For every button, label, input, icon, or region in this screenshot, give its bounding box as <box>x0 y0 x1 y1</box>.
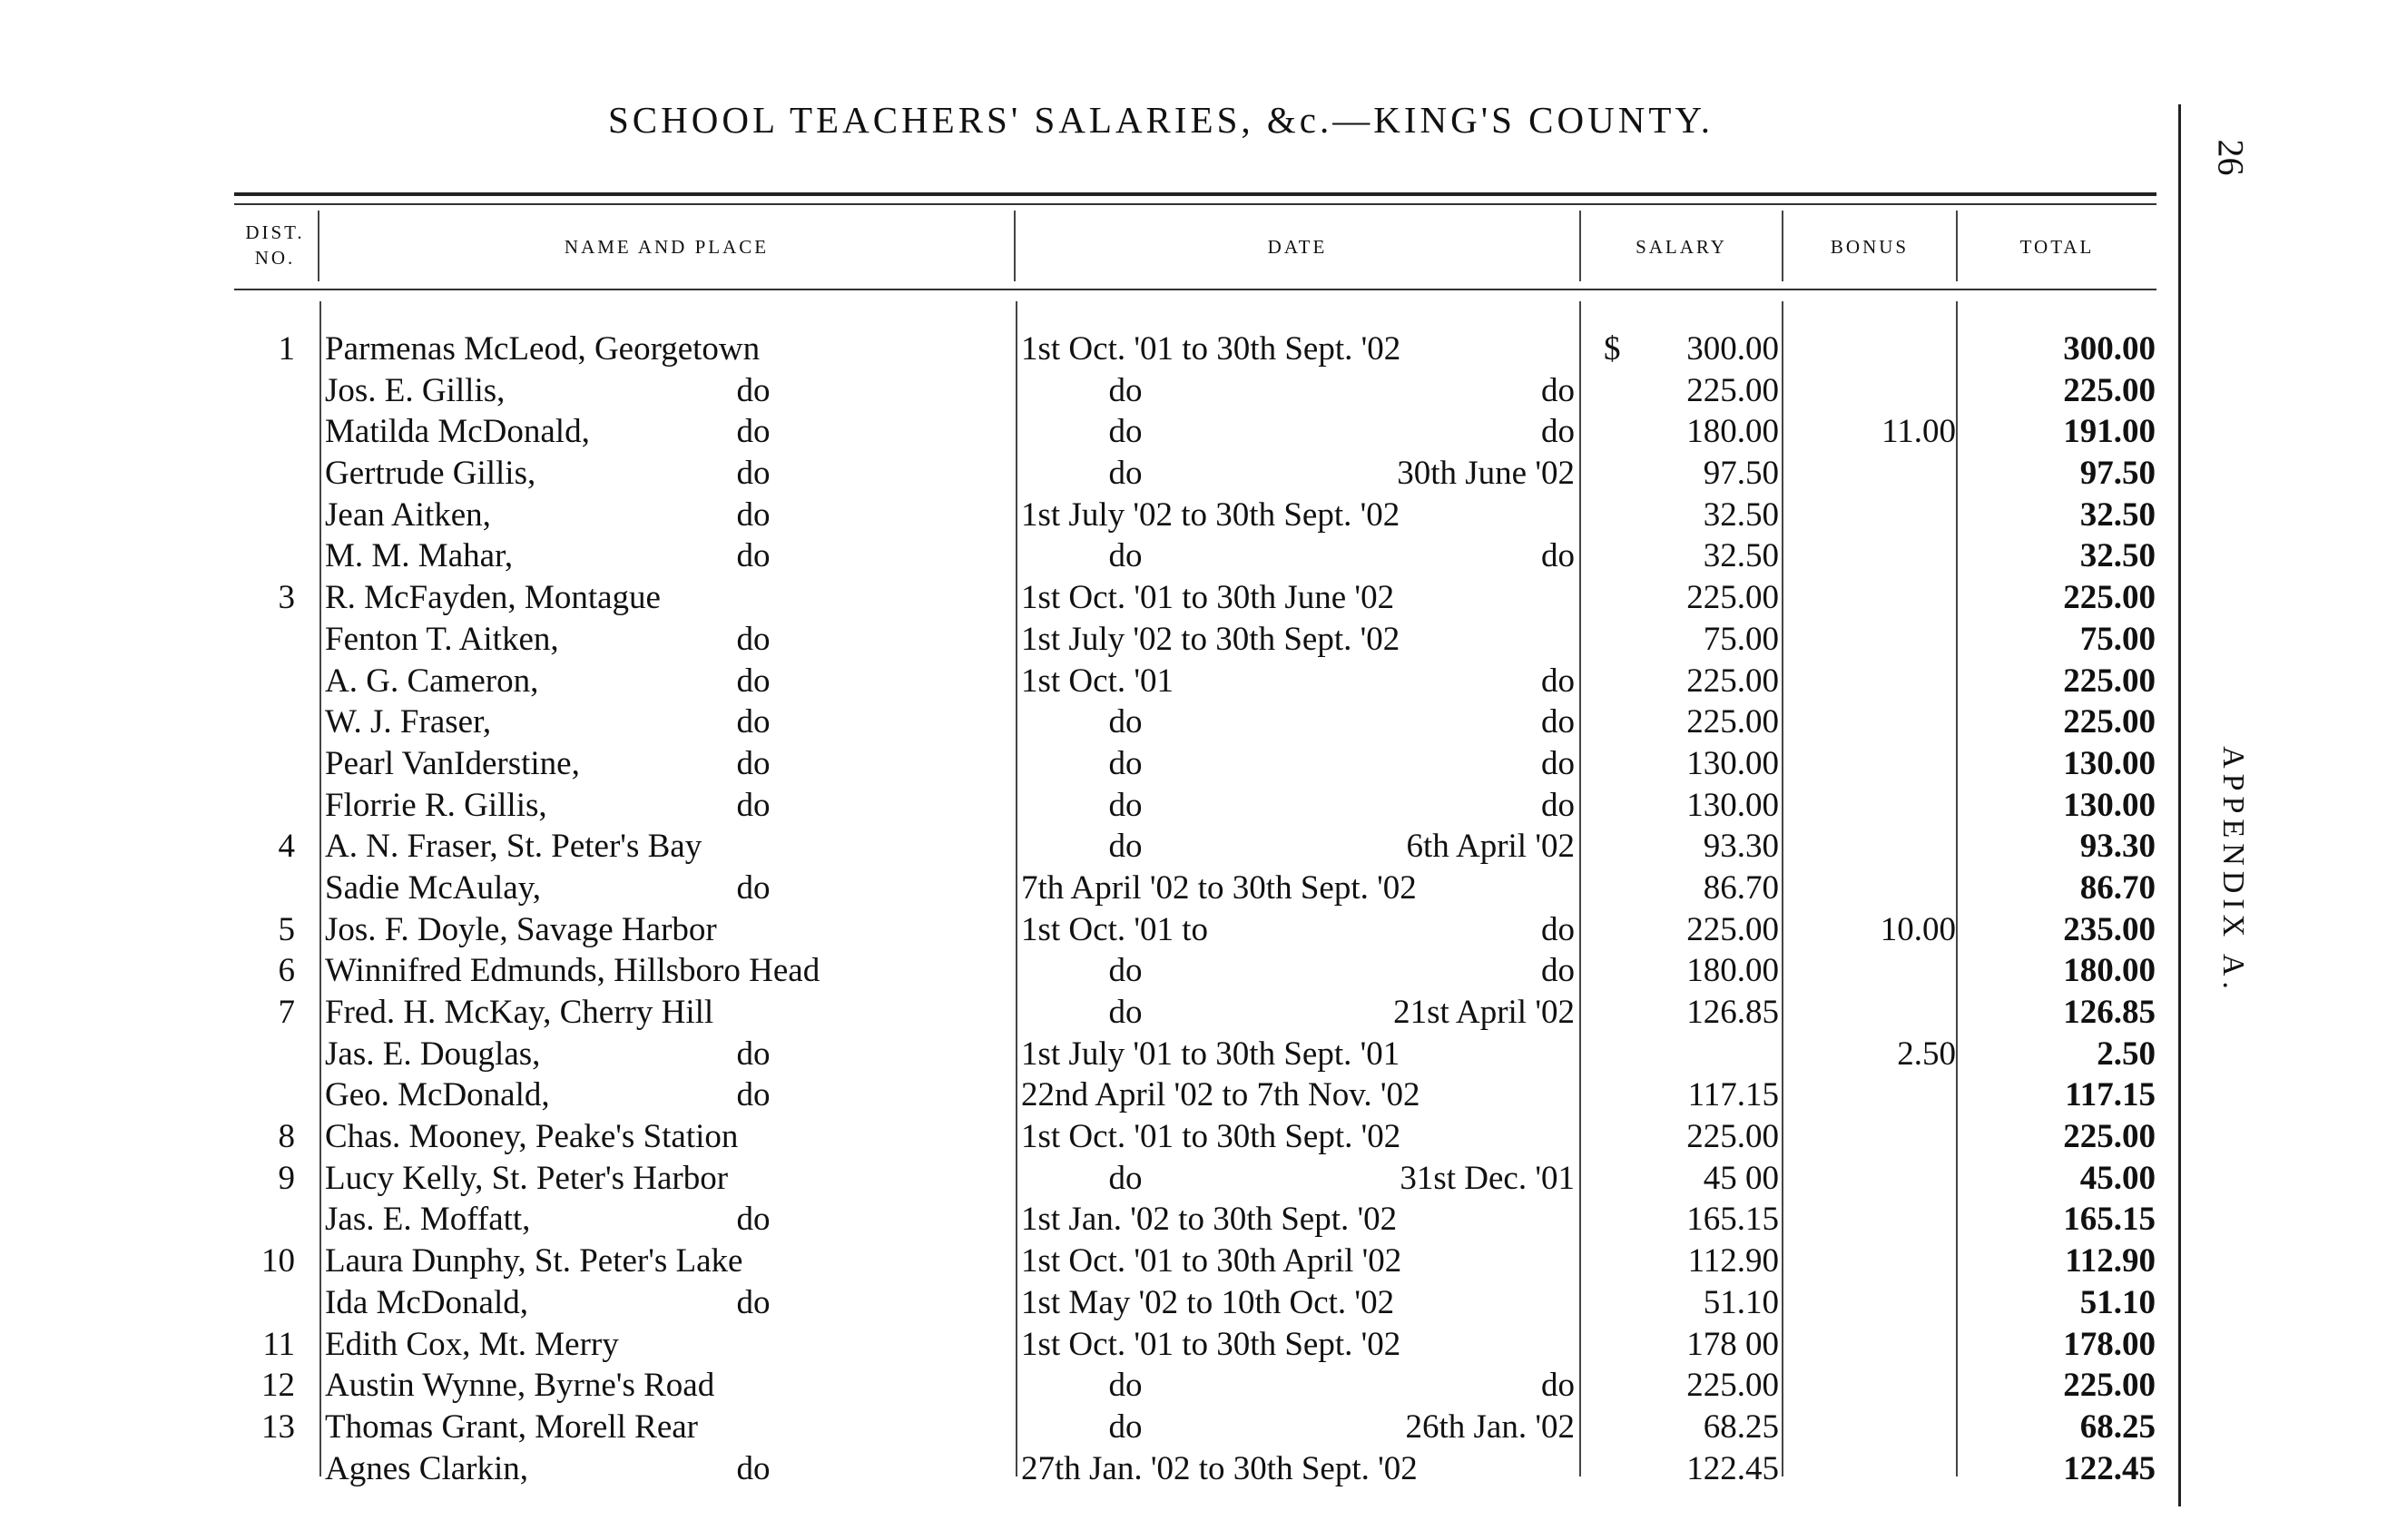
teacher-name-place: Jos. F. Doyle, Savage Harbor <box>325 910 717 948</box>
table-row <box>0 1158 2178 1200</box>
salary-amount: 51.10 <box>1703 1283 1779 1321</box>
teacher-name-place: R. McFayden, Montague <box>325 579 661 617</box>
total-amount: 75.00 <box>2079 620 2156 658</box>
place-ditto: do <box>736 1283 771 1321</box>
date-range: do <box>1108 786 1143 824</box>
salary-amount: 180.00 <box>1686 952 1779 990</box>
table-row <box>0 535 2178 577</box>
no-label: NO. <box>254 247 296 269</box>
teacher-name-place: Agnes Clarkin, <box>325 1449 529 1487</box>
date-range: do <box>1108 1159 1143 1197</box>
salary-amount: 93.30 <box>1703 828 1779 866</box>
date-range: do <box>1108 703 1143 741</box>
place-ditto: do <box>736 537 771 575</box>
teacher-name-place: Chas. Mooney, Peake's Station <box>325 1118 739 1156</box>
total-amount: 165.15 <box>2063 1201 2156 1239</box>
date-end: 26th Jan. '02 <box>1405 1408 1575 1446</box>
teacher-name-place: M. M. Mahar, <box>325 537 514 575</box>
total-amount: 122.45 <box>2063 1449 2156 1487</box>
table-row <box>0 495 2178 536</box>
date-range: do <box>1108 537 1143 575</box>
salary-amount: 112.90 <box>1687 1242 1779 1280</box>
appendix-label: APPENDIX A. <box>2216 746 2250 995</box>
bonus-amount: 2.50 <box>1897 1035 1956 1073</box>
district-number: 12 <box>261 1367 295 1405</box>
district-number: 13 <box>261 1408 295 1446</box>
teacher-name-place: Lucy Kelly, St. Peter's Harbor <box>325 1159 729 1197</box>
place-ditto: do <box>736 868 771 907</box>
teacher-name-place: A. G. Cameron, <box>325 662 539 700</box>
total-amount: 126.85 <box>2063 994 2156 1031</box>
total-amount: 97.50 <box>2079 455 2156 493</box>
salary-amount: 225.00 <box>1686 703 1779 741</box>
table-row <box>0 577 2178 619</box>
teacher-name-place: W. J. Fraser, <box>325 703 492 741</box>
total-amount: 225.00 <box>2063 662 2156 700</box>
total-amount: 225.00 <box>2063 1367 2156 1405</box>
currency-sign: $ <box>1604 330 1621 368</box>
date-range: 1st Oct. '01 to 30th Sept. '02 <box>1021 330 1401 368</box>
date-end: do <box>1541 1367 1575 1405</box>
salary-amount: 178 00 <box>1686 1325 1779 1363</box>
table-row <box>0 1407 2178 1448</box>
date-range: 1st Oct. '01 to 30th June '02 <box>1021 579 1395 617</box>
district-number: 1 <box>278 330 295 368</box>
place-ditto: do <box>736 620 771 658</box>
date-range: 1st Jan. '02 to 30th Sept. '02 <box>1021 1201 1398 1239</box>
salary-amount: 300.00 <box>1686 330 1779 368</box>
date-end: 30th June '02 <box>1397 455 1575 493</box>
margin-rule <box>2178 104 2181 1506</box>
table-row <box>0 1282 2178 1324</box>
salary-table-body <box>0 329 2178 1489</box>
date-range: do <box>1108 413 1143 451</box>
teacher-name-place: Geo. McDonald, <box>325 1076 550 1114</box>
district-number: 7 <box>278 994 295 1031</box>
date-range: do <box>1108 455 1143 493</box>
salary-amount: 225.00 <box>1686 1118 1779 1156</box>
teacher-name-place: Thomas Grant, Morell Rear <box>325 1408 698 1446</box>
column-header-total: TOTAL <box>2019 236 2095 258</box>
total-amount: 191.00 <box>2063 413 2156 451</box>
table-row <box>0 1448 2178 1490</box>
table-row <box>0 950 2178 992</box>
total-amount: 93.30 <box>2079 828 2156 866</box>
teacher-name-place: Ida McDonald, <box>325 1283 528 1321</box>
total-amount: 2.50 <box>2097 1035 2156 1073</box>
salary-amount: 165.15 <box>1686 1201 1779 1239</box>
salary-amount: 32.50 <box>1703 495 1779 534</box>
date-end: 31st Dec. '01 <box>1400 1159 1575 1197</box>
date-range: 1st Oct. '01 to <box>1021 910 1209 948</box>
salary-amount: 97.50 <box>1703 455 1779 493</box>
date-range: do <box>1108 952 1143 990</box>
date-range: 1st July '02 to 30th Sept. '02 <box>1021 495 1400 534</box>
date-range: do <box>1108 828 1143 866</box>
table-row <box>0 1034 2178 1075</box>
salary-amount: 225.00 <box>1686 579 1779 617</box>
date-end: do <box>1541 952 1575 990</box>
district-number: 6 <box>278 952 295 990</box>
table-row <box>0 826 2178 868</box>
teacher-name-place: Jos. E. Gillis, <box>325 371 506 409</box>
column-header-name: NAME AND PLACE <box>564 236 770 258</box>
table-row <box>0 453 2178 495</box>
total-amount: 225.00 <box>2063 579 2156 617</box>
table-row <box>0 1365 2178 1407</box>
salary-amount: 75.00 <box>1703 620 1779 658</box>
total-amount: 300.00 <box>2063 330 2156 368</box>
table-row <box>0 619 2178 661</box>
table-row <box>0 743 2178 785</box>
place-ditto: do <box>736 703 771 741</box>
table-row <box>0 909 2178 951</box>
teacher-name-place: Jas. E. Douglas, <box>325 1035 541 1073</box>
place-ditto: do <box>736 744 771 782</box>
district-number: 4 <box>278 828 295 866</box>
salary-amount: 130.00 <box>1686 786 1779 824</box>
place-ditto: do <box>736 413 771 451</box>
table-row <box>0 329 2178 370</box>
place-ditto: do <box>736 1076 771 1114</box>
teacher-name-place: Pearl VanIderstine, <box>325 744 580 782</box>
date-range: 1st Oct. '01 to 30th Sept. '02 <box>1021 1118 1401 1156</box>
place-ditto: do <box>736 1201 771 1239</box>
date-end: 6th April '02 <box>1406 828 1575 866</box>
date-range: do <box>1108 371 1143 409</box>
table-top-rule-thin <box>234 203 2156 205</box>
district-number: 11 <box>262 1325 295 1363</box>
place-ditto: do <box>736 1035 771 1073</box>
place-ditto: do <box>736 455 771 493</box>
date-range: 1st May '02 to 10th Oct. '02 <box>1021 1283 1395 1321</box>
total-amount: 130.00 <box>2063 786 2156 824</box>
salary-amount: 126.85 <box>1686 994 1779 1031</box>
date-end: do <box>1541 371 1575 409</box>
teacher-name-place: Winnifred Edmunds, Hillsboro Head <box>325 952 820 990</box>
date-range: 22nd April '02 to 7th Nov. '02 <box>1021 1076 1420 1114</box>
teacher-name-place: Parmenas McLeod, Georgetown <box>325 330 761 368</box>
teacher-name-place: Sadie McAulay, <box>325 868 542 907</box>
date-range: 1st Oct. '01 <box>1021 662 1174 700</box>
column-header-date: DATE <box>1267 236 1328 258</box>
date-range: do <box>1108 744 1143 782</box>
salary-amount: 117.15 <box>1687 1076 1779 1114</box>
place-ditto: do <box>736 786 771 824</box>
date-end: do <box>1541 910 1575 948</box>
place-ditto: do <box>736 495 771 534</box>
teacher-name-place: Fred. H. McKay, Cherry Hill <box>325 994 714 1031</box>
table-header-rule <box>234 289 2156 290</box>
column-header-salary: SALARY <box>1636 236 1727 258</box>
date-range: do <box>1108 1408 1143 1446</box>
table-row <box>0 1074 2178 1116</box>
salary-amount: 130.00 <box>1686 744 1779 782</box>
date-range: 1st Oct. '01 to 30th Sept. '02 <box>1021 1325 1401 1363</box>
salary-amount: 225.00 <box>1686 910 1779 948</box>
teacher-name-place: Jean Aitken, <box>325 495 491 534</box>
table-row <box>0 992 2178 1034</box>
teacher-name-place: Matilda McDonald, <box>325 413 590 451</box>
salary-amount: 180.00 <box>1686 413 1779 451</box>
total-amount: 68.25 <box>2079 1408 2156 1446</box>
column-header-dist <box>234 220 316 270</box>
total-amount: 225.00 <box>2063 1118 2156 1156</box>
table-row <box>0 1199 2178 1241</box>
date-end: do <box>1541 744 1575 782</box>
salary-amount: 32.50 <box>1703 537 1779 575</box>
page-title: SCHOOL TEACHERS' SALARIES, &c.—KING'S COUNTY. <box>608 99 1714 141</box>
place-ditto: do <box>736 1449 771 1487</box>
page-number: 26 <box>2210 139 2252 176</box>
bonus-amount: 10.00 <box>1880 910 1956 948</box>
total-amount: 235.00 <box>2063 910 2156 948</box>
teacher-name-place: A. N. Fraser, St. Peter's Bay <box>325 828 702 866</box>
total-amount: 86.70 <box>2079 868 2156 907</box>
table-row <box>0 1324 2178 1366</box>
teacher-name-place: Gertrude Gillis, <box>325 455 536 493</box>
teacher-name-place: Florrie R. Gillis, <box>325 786 547 824</box>
table-row <box>0 411 2178 453</box>
total-amount: 178.00 <box>2063 1325 2156 1363</box>
table-row <box>0 868 2178 909</box>
date-range: do <box>1108 1367 1143 1405</box>
date-range: 7th April '02 to 30th Sept. '02 <box>1021 868 1417 907</box>
district-number: 3 <box>278 579 295 617</box>
date-range: 1st Oct. '01 to 30th April '02 <box>1021 1242 1402 1280</box>
table-top-rule <box>234 192 2156 196</box>
place-ditto: do <box>736 662 771 700</box>
district-number: 10 <box>261 1242 295 1280</box>
date-end: do <box>1541 662 1575 700</box>
salary-amount: 225.00 <box>1686 1367 1779 1405</box>
date-range: do <box>1108 994 1143 1031</box>
teacher-name-place: Edith Cox, Mt. Merry <box>325 1325 619 1363</box>
date-range: 1st July '02 to 30th Sept. '02 <box>1021 620 1400 658</box>
date-end: do <box>1541 537 1575 575</box>
salary-amount: 225.00 <box>1686 371 1779 409</box>
teacher-name-place: Laura Dunphy, St. Peter's Lake <box>325 1242 743 1280</box>
teacher-name-place: Austin Wynne, Byrne's Road <box>325 1367 715 1405</box>
table-row <box>0 785 2178 827</box>
total-amount: 130.00 <box>2063 744 2156 782</box>
table-row <box>0 661 2178 702</box>
date-end: do <box>1541 786 1575 824</box>
date-range: 1st July '01 to 30th Sept. '01 <box>1021 1035 1400 1073</box>
salary-amount: 68.25 <box>1703 1408 1779 1446</box>
column-header-bonus: BONUS <box>1830 236 1910 258</box>
district-number: 5 <box>278 910 295 948</box>
salary-amount: 45 00 <box>1703 1159 1779 1197</box>
salary-amount: 225.00 <box>1686 662 1779 700</box>
table-row <box>0 1241 2178 1282</box>
place-ditto: do <box>736 371 771 409</box>
teacher-name-place: Fenton T. Aitken, <box>325 620 559 658</box>
salary-amount: 86.70 <box>1703 868 1779 907</box>
table-row <box>0 1116 2178 1158</box>
total-amount: 32.50 <box>2079 537 2156 575</box>
bonus-amount: 11.00 <box>1881 413 1956 451</box>
total-amount: 112.90 <box>2065 1242 2156 1280</box>
salary-amount: 122.45 <box>1686 1449 1779 1487</box>
date-end: do <box>1541 413 1575 451</box>
total-amount: 45.00 <box>2079 1159 2156 1197</box>
district-number: 8 <box>278 1118 295 1156</box>
date-range: 27th Jan. '02 to 30th Sept. '02 <box>1021 1449 1418 1487</box>
dist-label: DIST. <box>245 221 305 243</box>
total-amount: 225.00 <box>2063 703 2156 741</box>
total-amount: 117.15 <box>2065 1076 2156 1114</box>
total-amount: 32.50 <box>2079 495 2156 534</box>
table-row <box>0 701 2178 743</box>
total-amount: 180.00 <box>2063 952 2156 990</box>
teacher-name-place: Jas. E. Moffatt, <box>325 1201 531 1239</box>
date-end: do <box>1541 703 1575 741</box>
district-number: 9 <box>278 1159 295 1197</box>
total-amount: 51.10 <box>2079 1283 2156 1321</box>
date-end: 21st April '02 <box>1393 994 1575 1031</box>
table-row <box>0 370 2178 412</box>
total-amount: 225.00 <box>2063 371 2156 409</box>
